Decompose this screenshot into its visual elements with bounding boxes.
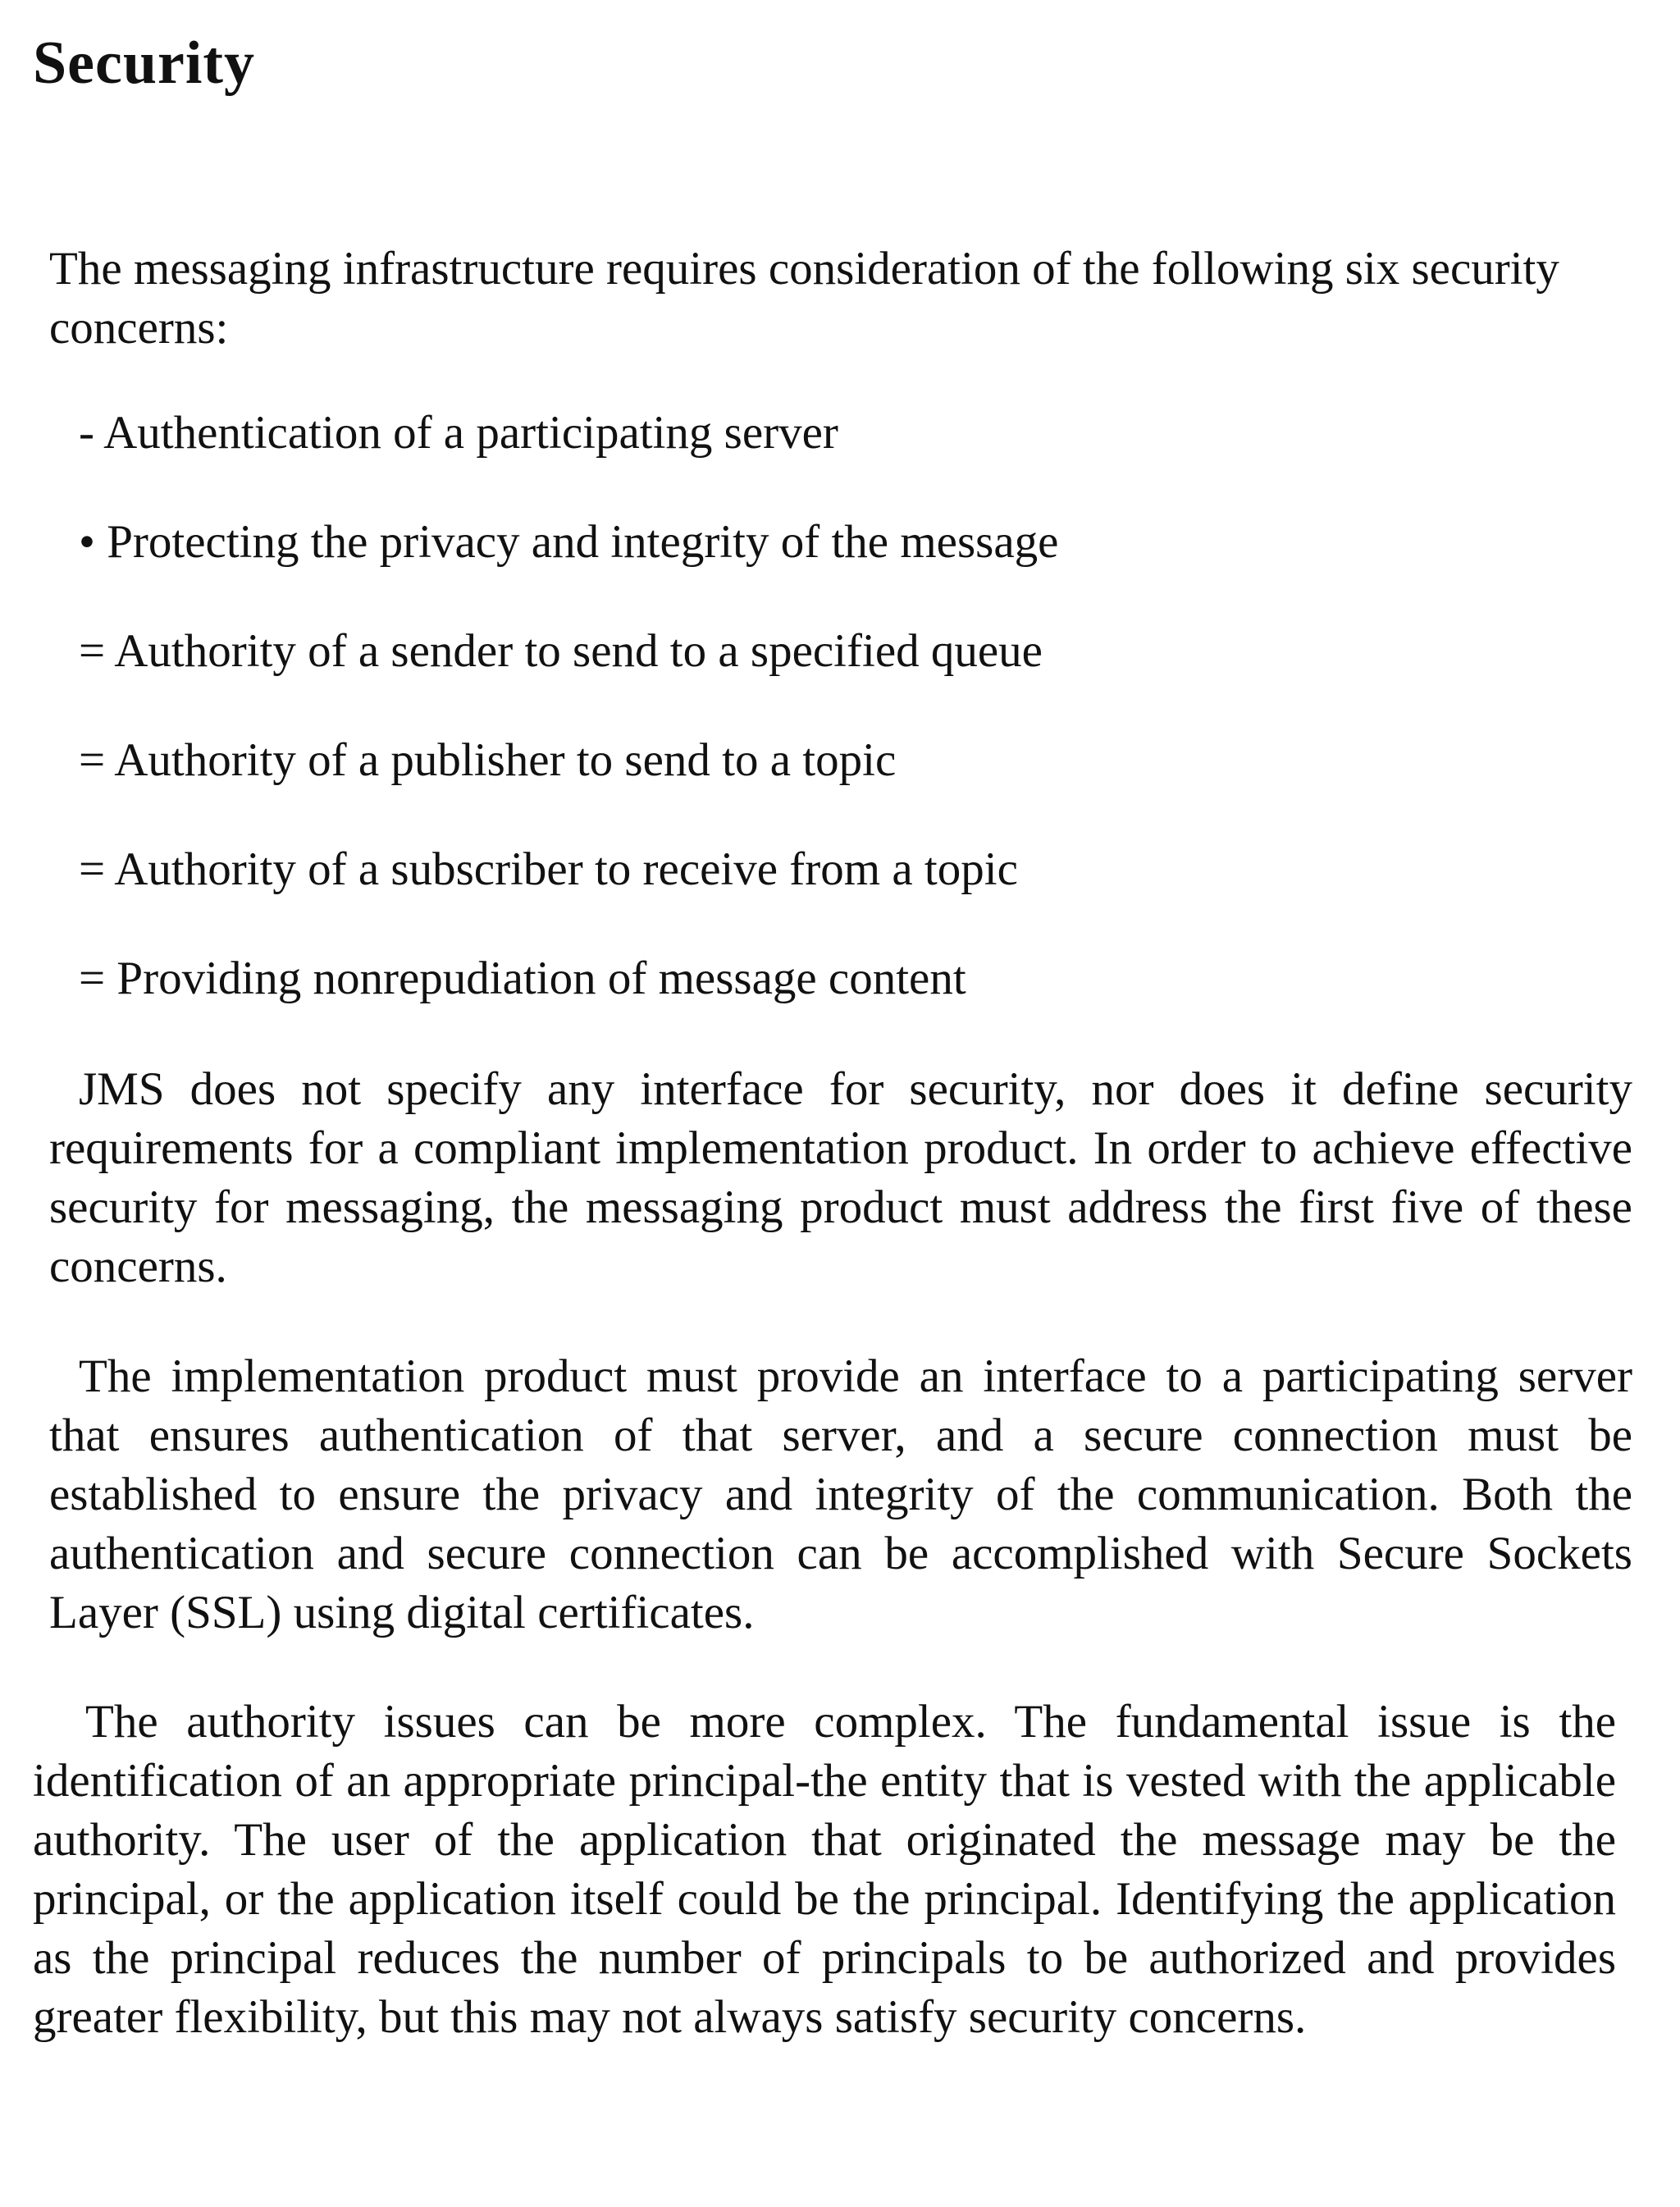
intro-paragraph: The messaging infrastructure requires consideration of the following six security concerns: — [49, 243, 1559, 354]
list-item: = Authority of a subscriber to receive from a topic — [79, 843, 1018, 895]
security-concerns-list — [79, 404, 1058, 1058]
list-item: • Protecting the privacy and integrity of the message — [79, 516, 1059, 568]
list-item: = Authority of a publisher to send to a topic — [79, 734, 897, 786]
list-item: = Authority of a sender to send to a specified queue — [79, 625, 1043, 677]
list-item: = Providing nonrepudiation of message content — [79, 953, 966, 1004]
list-item: - Authentication of a participating server — [79, 407, 838, 459]
authority-paragraph: The authority issues can be more complex. The fundamental issue is the identification of an appropriate principal-the entity that is vested with the applicable authority. The user of the application that originated the message may be the principal, or the application itself could be the principal. Identifying the application as the principal reduces the number of principals to be authorized and provides greater flexibility, but this may not always satisfy security concerns. — [33, 1696, 1616, 2043]
implementation-paragraph: The implementation product must provide an interface to a participating server that ensures authentication of that server, and a secure connection must be established to ensure the privacy and integrity of the communication. Both the authentication and secure connection can be accomplished with Secure Sockets Layer (SSL) using digital certificates. — [49, 1350, 1632, 1638]
jms-paragraph: JMS does not specify any interface for security, nor does it define security requirements for a compliant implementation product. In order to achieve effective security for messaging, the messaging product must address the first five of these concerns. — [49, 1063, 1632, 1292]
page-title: Security — [33, 30, 256, 97]
